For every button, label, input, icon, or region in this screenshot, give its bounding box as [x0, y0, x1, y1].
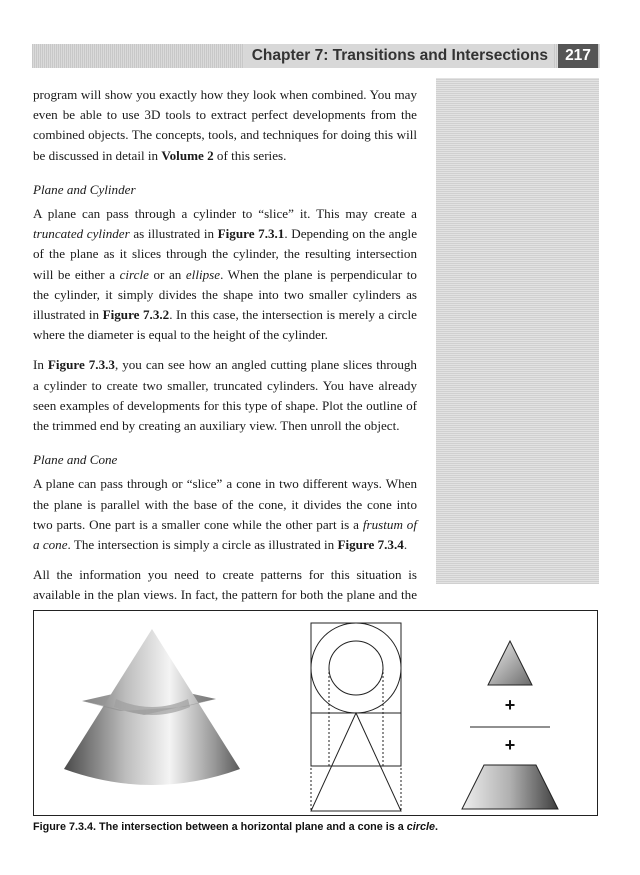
- cone-3d-render: [64, 629, 240, 785]
- page-number: 217: [558, 44, 598, 68]
- text-run: .: [403, 537, 408, 553]
- figure-ref: Figure 7.3.1: [217, 226, 285, 242]
- figure-ref: Figure 7.3.2: [102, 307, 170, 323]
- paragraph-1: [33, 85, 417, 166]
- chapter-header-bar: [32, 44, 600, 68]
- plus-symbol-top: +: [504, 695, 516, 715]
- top-view-inner-circle: [329, 641, 383, 695]
- italic-term: circle: [119, 266, 149, 282]
- text-run: program will show you exactly how they look when combined. You may even be able to use 3D tools to extract perfect developments from the combined objects. The concepts, tools, and techniques for doing this will be discussed in detail in: [33, 87, 417, 163]
- text-run: All the information you need to create patterns for this situation is available in the plan views. In fact, the pattern for both the plane and the: [33, 567, 417, 603]
- top-view-outer-circle: [311, 623, 401, 713]
- text-run: . The intersection is simply a circle as illustrated in: [67, 537, 338, 553]
- text-run: A plane can pass through a cylinder to “slice” it. This may create a: [33, 206, 417, 222]
- front-view-plane-box: [311, 713, 401, 766]
- text-run: A plane can pass through or “slice” a cone in two different ways. When the plane is parallel with the base of the cone, it divides the cone into two parts. One part is a smaller cone while the other part is a: [33, 476, 417, 532]
- chapter-title: Chapter 7: Transitions and Intersections: [244, 44, 554, 68]
- caption-text: Figure 7.3.4. The intersection between a horizontal plane and a cone is a: [33, 821, 407, 833]
- paragraph-3: [33, 355, 417, 436]
- small-cone-triangle: [488, 641, 532, 685]
- figure-illustration: [34, 611, 599, 817]
- text-run: as illustrated in: [129, 226, 218, 242]
- frustum-trapezoid: [462, 765, 558, 809]
- italic-term: frustum of a cone: [33, 516, 417, 553]
- bold-ref: Volume 2: [161, 147, 214, 163]
- paragraph-4: [33, 474, 417, 555]
- figure-7-3-4: [33, 610, 598, 816]
- italic-term: ellipse: [185, 266, 221, 282]
- caption-end: .: [435, 821, 439, 833]
- orthographic-views: [311, 623, 401, 811]
- plus-symbol-bottom: +: [504, 735, 516, 755]
- text-run: . When the plane is perpendicular to the cylinder, it simply divides the shape into two smaller cylinders as illustrated in: [33, 266, 417, 323]
- text-run: or an: [148, 266, 186, 282]
- margin-shade-panel: [436, 78, 599, 584]
- heading-plane-cone: Plane and Cone: [33, 452, 118, 468]
- resulting-parts: [462, 641, 558, 809]
- italic-term: truncated cylinder: [33, 226, 130, 242]
- text-run: . Depending on the angle of the plane as it slices through the cylinder, the resulting intersection will be either a: [33, 226, 418, 282]
- figure-ref: Figure 7.3.4: [337, 537, 404, 553]
- text-run: of this series.: [213, 147, 287, 163]
- body-text: [33, 85, 417, 676]
- text-run: . In this case, the intersection is merely a circle where the diameter is equal to the height of the cylinder.: [33, 307, 417, 343]
- heading-plane-cylinder: Plane and Cylinder: [33, 181, 136, 197]
- caption-italic: circle: [406, 821, 436, 833]
- figure-ref: Figure 7.3.3: [47, 357, 115, 373]
- text-run: In: [33, 357, 48, 373]
- paragraph-2: [33, 204, 417, 345]
- front-view-cone-triangle: [311, 713, 401, 811]
- text-run: , you can see how an angled cutting plane slices through a cylinder to create two smaller, truncated cylinders. You have already seen examples of developments for this type of shape. Plot the outline of the trimmed end by creating an auxiliary view. Then unroll the object.: [33, 357, 417, 434]
- figure-caption: [33, 821, 598, 833]
